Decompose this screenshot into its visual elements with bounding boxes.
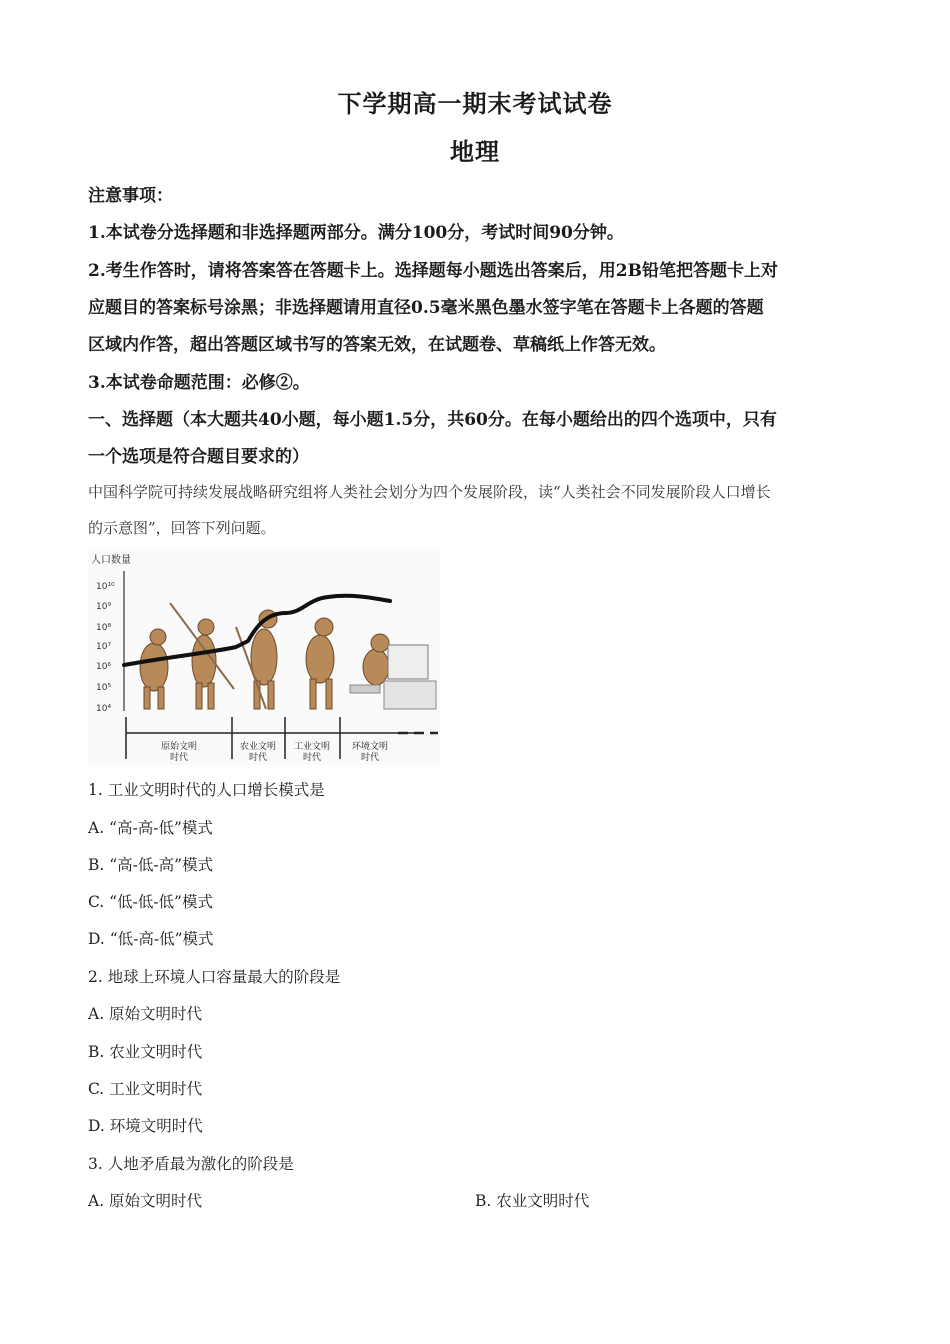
figure-worker-leg xyxy=(310,679,316,709)
stage-label: 时代 xyxy=(169,753,189,763)
note-item-2-line-3: 区域内作答，超出答题区域书写的答案无效，在试题卷、草稿纸上作答无效。 xyxy=(88,335,666,355)
y-tick: 10⁵ xyxy=(96,683,112,693)
chair-seat xyxy=(350,685,380,693)
note-item-2-line-2: 应题目的答案标号涂黑；非选择题请用直径0.5毫米黑色墨水签字笔在答题卡上各题的答题 xyxy=(88,298,764,318)
figure-farmer-leg xyxy=(268,681,274,709)
y-tick: 10⁴ xyxy=(96,704,112,714)
figure-ape-leg xyxy=(158,687,164,709)
note-item-3: 3.本试卷命题范围：必修②。 xyxy=(88,373,310,393)
question-3-option-a: A. 原始文明时代 xyxy=(88,1192,203,1210)
question-2-option-b: B. 农业文明时代 xyxy=(88,1043,203,1061)
figure-early-human-head xyxy=(198,619,214,635)
figure-ape-leg xyxy=(144,687,150,709)
figure-ape-head xyxy=(150,629,166,645)
question-1-stem: 1. 工业文明时代的人口增长模式是 xyxy=(88,781,325,799)
figure-computer-user xyxy=(363,649,389,685)
figure-computer-user-head xyxy=(371,634,389,652)
stage-label: 工业文明 xyxy=(293,742,331,752)
y-axis-title: 人口数量 xyxy=(91,555,131,566)
stage-label: 时代 xyxy=(302,753,322,763)
question-1-option-a: A. “高-高-低”模式 xyxy=(88,819,213,837)
question-2-option-d: D. 环境文明时代 xyxy=(88,1117,203,1135)
y-tick: 10¹⁰ xyxy=(96,582,115,592)
y-tick: 10⁶ xyxy=(96,662,112,672)
monitor xyxy=(388,645,428,679)
human-evolution-illustration xyxy=(140,610,389,709)
question-2-option-a: A. 原始文明时代 xyxy=(88,1005,203,1023)
intro-line-1: 中国科学院可持续发展战略研究组将人类社会划分为四个发展阶段，读“人类社会不同发展阶段人口增长 xyxy=(88,483,771,501)
exam-title: 下学期高一期末考试试卷 xyxy=(337,89,613,118)
section-heading-line-2: 一个选项是符合题目要求的） xyxy=(88,447,309,467)
stage-label: 原始文明 xyxy=(160,742,198,752)
question-2-stem: 2. 地球上环境人口容量最大的阶段是 xyxy=(88,968,341,986)
computer-desk-illustration xyxy=(350,645,436,709)
notes-heading: 注意事项： xyxy=(88,186,173,206)
y-ticks xyxy=(96,582,115,714)
figure-worker xyxy=(306,635,334,683)
note-item-2-line-1: 2.考生作答时，请将答案答在答题卡上。选择题每小题选出答案后，用2B铅笔把答题卡上对 xyxy=(88,261,778,281)
section-heading-line-1: 一、选择题（本大题共40小题，每小题1.5分，共60分。在每小题给出的四个选项中，只有 xyxy=(88,410,777,430)
figure-worker-head xyxy=(315,618,333,636)
population-stage-figure xyxy=(88,549,440,765)
stage-labels xyxy=(161,740,388,763)
figure-worker-leg xyxy=(326,679,332,709)
figure-early-human-leg xyxy=(196,683,202,709)
question-2-option-c: C. 工业文明时代 xyxy=(88,1080,203,1098)
question-1-option-b: B. “高-低-高”模式 xyxy=(88,856,214,874)
intro-line-2: 的示意图”，回答下列问题。 xyxy=(88,519,276,537)
question-1-option-c: C. “低-低-低”模式 xyxy=(88,893,213,911)
question-1-option-d: D. “低-高-低”模式 xyxy=(88,930,214,948)
stage-label: 时代 xyxy=(248,753,268,763)
desk xyxy=(384,681,436,709)
figure-ape xyxy=(140,643,168,691)
stage-label: 农业文明 xyxy=(239,742,277,752)
y-tick: 10⁸ xyxy=(96,623,112,633)
stage-label: 时代 xyxy=(360,753,380,763)
y-tick: 10⁹ xyxy=(96,602,112,612)
subject-title: 地理 xyxy=(450,137,500,166)
note-item-1: 1.本试卷分选择题和非选择题两部分。满分100分，考试时间90分钟。 xyxy=(88,223,624,243)
figure-early-human-leg xyxy=(208,683,214,709)
figure-svg xyxy=(88,549,440,765)
question-3-stem: 3. 人地矛盾最为激化的阶段是 xyxy=(88,1155,294,1173)
y-tick: 10⁷ xyxy=(96,642,112,652)
question-3-option-b: B. 农业文明时代 xyxy=(475,1192,590,1210)
stage-label: 环境文明 xyxy=(351,742,389,752)
